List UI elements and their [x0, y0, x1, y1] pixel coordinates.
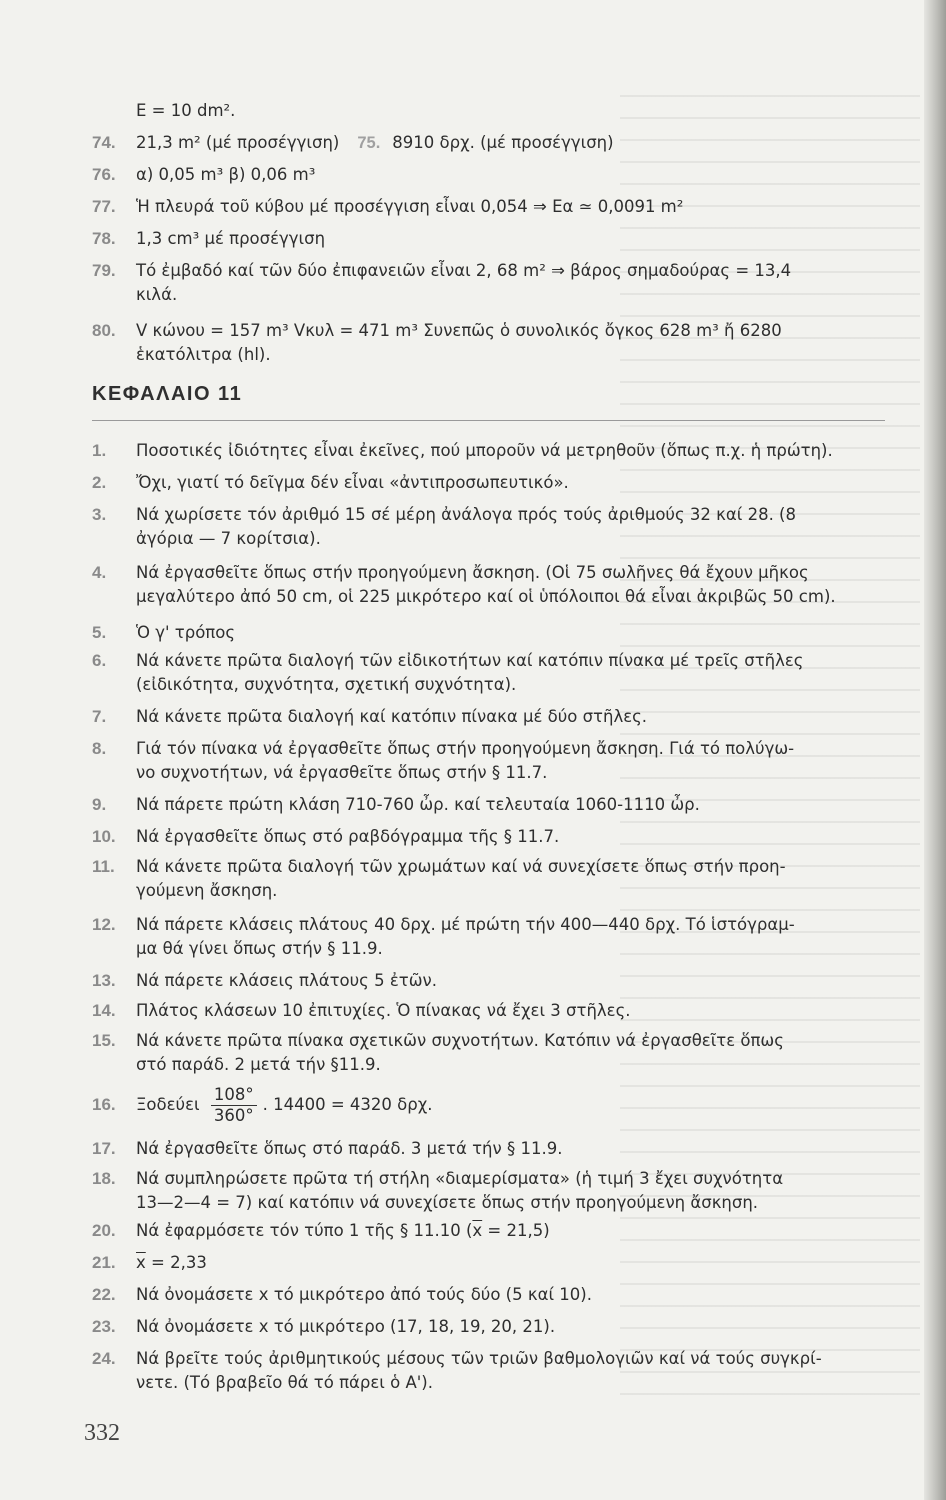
answer-78 — [92, 228, 902, 250]
answer-text: μεγαλύτερο ἀπό 50 cm, οἱ 225 μικρότερο καί οἱ ὑπόλοιποι θά εἶναι ἀκριβῶς 50 cm). — [136, 587, 836, 606]
answer-item — [92, 1030, 902, 1052]
answer-text: Νά βρεῖτε τούς ἀριθμητικούς μέσους τῶν τριῶν βαθμολογιῶν καί νά τούς συγκρί- — [136, 1349, 822, 1368]
answer-text: Ὁ γ' τρόπος — [136, 623, 235, 642]
answer-text: 21,3 m² (μέ προσέγγιση) — [136, 133, 340, 152]
answer-text: Νά ἐφαρμόσετε τόν τύπο 1 τῆς § 11.10 ( — [136, 1221, 473, 1240]
answer-item-continuation — [92, 586, 902, 608]
answer-number: 9. — [92, 795, 107, 814]
answer-number: 21. — [92, 1253, 116, 1272]
answer-item — [92, 1138, 902, 1160]
answer-text: Ξοδεύει — [136, 1095, 200, 1114]
answer-text: (εἰδικότητα, συχνότητα, σχετική συχνότητα). — [136, 675, 517, 694]
answer-number: 14. — [92, 1001, 116, 1020]
fraction-denominator: 360° — [213, 1106, 254, 1125]
answer-item — [92, 794, 902, 816]
answer-text: α) 0,05 m³ β) 0,06 m³ — [136, 165, 316, 184]
answer-item — [92, 622, 902, 644]
answer-number: 7. — [92, 707, 107, 726]
answer-text: Γιά τόν πίνακα νά ἐργασθεῖτε ὅπως στήν προηγούμενη ἄσκηση. Γιά τό πολύγω- — [136, 739, 795, 758]
answer-text: νο συχνοτήτων, νά ἐργασθεῖτε ὅπως στήν § 11.7. — [136, 763, 548, 782]
answer-73-continuation — [92, 100, 902, 122]
answer-number: 78. — [92, 229, 116, 248]
answer-79 — [92, 260, 902, 282]
answer-item — [92, 970, 902, 992]
answer-item-continuation — [92, 762, 902, 784]
answer-text: Νά χωρίσετε τόν ἀριθμό 15 σέ μέρη ἀνάλογα πρός τούς ἀριθμούς 32 καί 28. (8 — [136, 505, 796, 524]
answer-item — [92, 504, 902, 526]
answer-text: Πλάτος κλάσεων 10 ἐπιτυχίες. Ὁ πίνακας νά ἔχει 3 στῆλες. — [136, 1001, 631, 1020]
answer-79-cont — [92, 284, 902, 306]
answer-number: 1. — [92, 441, 107, 460]
answer-item — [92, 826, 902, 848]
answer-item — [92, 914, 902, 936]
answer-text: Νά πάρετε πρώτη κλάση 710-760 ὦρ. καί τελευταία 1060-1110 ὦρ. — [136, 795, 700, 814]
answer-text: Νά κάνετε πρῶτα πίνακα σχετικῶν συχνοτήτων. Κατόπιν νά ἐργασθεῖτε ὅπως — [136, 1031, 784, 1050]
fraction — [211, 1085, 257, 1126]
answer-number: 11. — [92, 857, 115, 876]
answer-text: 8910 δρχ. (μέ προσέγγιση) — [392, 133, 614, 152]
answer-number: 15. — [92, 1031, 116, 1050]
answer-text: Νά κάνετε πρῶτα διαλογή τῶν χρωμάτων καί νά συνεχίσετε ὅπως στήν προη- — [136, 857, 786, 876]
answer-text: 13—2—4 = 7) καί κατόπιν νά συνεχίσετε ὅπως στήν προηγούμενη ἄσκηση. — [136, 1193, 759, 1212]
answer-item — [92, 1284, 902, 1306]
answer-item-continuation — [92, 674, 902, 696]
answer-number: 17. — [92, 1139, 116, 1158]
answer-item — [92, 856, 902, 878]
answer-item-continuation — [92, 880, 902, 902]
chapter-heading: ΚΕΦΑΛΑΙΟ 11 — [92, 383, 243, 405]
answer-text: μα θά γίνει ὅπως στήν § 11.9. — [136, 939, 383, 958]
answer-number: 76. — [92, 165, 116, 184]
answer-item — [92, 706, 902, 728]
answer-text: 1,3 cm³ μέ προσέγγιση — [136, 229, 326, 248]
answer-item — [92, 738, 902, 760]
chapter-rule — [92, 420, 885, 421]
answer-number: 80. — [92, 321, 116, 340]
answer-number: 12. — [92, 915, 116, 934]
answer-number: 22. — [92, 1285, 116, 1304]
answer-item — [92, 1348, 902, 1370]
answer-text: στό παράδ. 2 μετά τήν §11.9. — [136, 1055, 381, 1074]
answer-text: Νά ὀνομάσετε x τό μικρότερο ἀπό τούς δύο (5 καί 10). — [136, 1285, 592, 1304]
answer-item — [92, 1168, 902, 1190]
answer-text: = 2,33 — [145, 1253, 207, 1272]
answer-text: Νά κάνετε πρῶτα διαλογή καί κατόπιν πίνακα μέ δύο στῆλες. — [136, 707, 648, 726]
answer-text: Νά πάρετε κλάσεις πλάτους 5 ἐτῶν. — [136, 971, 437, 990]
answer-76 — [92, 164, 902, 186]
answer-number: 24. — [92, 1349, 116, 1368]
page-number: 332 — [84, 1420, 120, 1446]
answer-number: 3. — [92, 505, 107, 524]
answer-number: 4. — [92, 563, 107, 582]
answer-text: Νά ἐργασθεῖτε ὅπως στό παράδ. 3 μετά τήν § 11.9. — [136, 1139, 563, 1158]
answer-text: Νά ὀνομάσετε x τό μικρότερο (17, 18, 19, 20, 21). — [136, 1317, 556, 1336]
answer-number: 8. — [92, 739, 107, 758]
answer-item-continuation — [92, 1192, 902, 1214]
answer-text: Νά ἐργασθεῖτε ὅπως στό ραβδόγραμμα τῆς § 11.7. — [136, 827, 560, 846]
answer-text: Νά ἐργασθεῖτε ὅπως στήν προηγούμενη ἄσκηση. (Οἱ 75 σωλῆνες θά ἔχουν μῆκος — [136, 563, 809, 582]
answer-21 — [92, 1252, 902, 1274]
fraction-numerator: 108° — [211, 1085, 257, 1106]
answer-text: Ἡ πλευρά τοῦ κύβου μέ προσέγγιση εἶναι 0,054 ⇒ Eα ≃ 0,0091 m² — [136, 197, 684, 216]
answer-number: 77. — [92, 197, 116, 216]
answer-number: 18. — [92, 1169, 116, 1188]
answer-number: 75. — [357, 134, 381, 152]
answer-number: 6. — [92, 651, 107, 670]
answer-text: = 21,5) — [482, 1221, 550, 1240]
answer-item-continuation — [92, 528, 902, 550]
answer-text: γούμενη ἄσκηση. — [136, 881, 278, 900]
answer-number: 5. — [92, 623, 107, 642]
answer-text: Νά συμπληρώσετε πρῶτα τή στήλη «διαμερίσματα» (ἡ τιμή 3 ἔχει συχνότητα — [136, 1169, 784, 1188]
answer-number: 74. — [92, 133, 116, 152]
answer-number: 79. — [92, 261, 116, 280]
answer-item — [92, 562, 902, 584]
answer-number: 16. — [92, 1095, 116, 1114]
answer-text: Ὄχι, γιατί τό δεῖγμα δέν εἶναι «ἀντιπροσωπευτικό». — [136, 473, 569, 492]
answer-number: 10. — [92, 827, 116, 846]
answer-text: ἑκατόλιτρα (hl). — [136, 345, 271, 364]
answer-item — [92, 472, 902, 494]
answer-16 — [92, 1085, 902, 1126]
answer-text: E = 10 dm². — [136, 101, 236, 120]
answer-item — [92, 1316, 902, 1338]
answer-item — [92, 440, 902, 462]
answer-text: Ποσοτικές ἰδιότητες εἶναι ἐκεῖνες, πού μποροῦν νά μετρηθοῦν (ὅπως π.χ. ἡ πρώτη). — [136, 441, 833, 460]
answer-20 — [92, 1220, 902, 1242]
page-spine-shadow — [924, 0, 946, 1500]
answer-80-cont — [92, 344, 902, 366]
answer-number: 23. — [92, 1317, 116, 1336]
answer-text: Νά κάνετε πρῶτα διαλογή τῶν εἰδικοτήτων καί κατόπιν πίνακα μέ τρεῖς στῆλες — [136, 651, 804, 670]
answer-text: . 14400 = 4320 δρχ. — [262, 1095, 433, 1114]
answer-text: κιλά. — [136, 285, 178, 304]
answer-text: V κώνου = 157 m³ Vκυλ = 471 m³ Συνεπῶς ὁ συνολικός ὄγκος 628 m³ ἤ 6280 — [136, 321, 782, 340]
answer-74-75 — [92, 132, 902, 154]
answer-77 — [92, 196, 902, 218]
mean-symbol: $\overline{x}$ — [472, 1221, 483, 1240]
mean-symbol: $\overline{x}$ — [136, 1253, 146, 1272]
answer-text: ἀγόρια — 7 κορίτσια). — [136, 529, 321, 548]
answer-number: 20. — [92, 1221, 116, 1240]
answer-80 — [92, 320, 902, 342]
answer-number: 2. — [92, 473, 107, 492]
answer-item-continuation — [92, 938, 902, 960]
answer-number: 13. — [92, 971, 116, 990]
answer-text: Νά πάρετε κλάσεις πλάτους 40 δρχ. μέ πρώτη τήν 400—440 δρχ. Τό ἱστόγραμ- — [136, 915, 795, 934]
answer-item — [92, 650, 902, 672]
answer-text: νετε. (Τό βραβεῖο θά τό πάρει ὁ Α'). — [136, 1373, 433, 1392]
answer-item-continuation — [92, 1054, 902, 1076]
answer-item-continuation — [92, 1372, 902, 1394]
answer-item — [92, 1000, 902, 1022]
answer-text: Τό ἐμβαδό καί τῶν δύο ἐπιφανειῶν εἶναι 2, 68 m² ⇒ βάρος σημαδούρας = 13,4 — [136, 261, 792, 280]
